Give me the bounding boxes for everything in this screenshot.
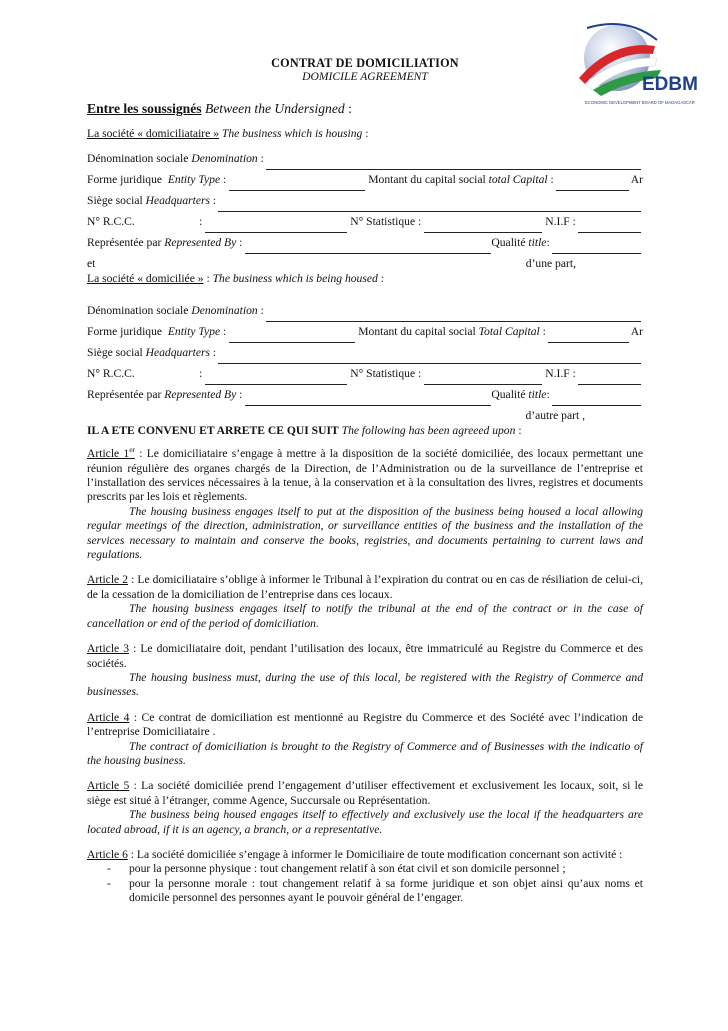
article-3-en: The housing business must, during the use of this local, be registered with the Registry of Commerce and businesses. bbox=[87, 670, 643, 699]
represented-label-en: Represented By bbox=[164, 387, 237, 401]
housed-statistique-blank[interactable] bbox=[424, 367, 542, 385]
housing-denomination-field[interactable]: Dénomination sociale Denomination : bbox=[87, 152, 643, 173]
housed-party-label: La société « domiciliée » : The business which is being housed : bbox=[87, 272, 384, 286]
article-5-fr: : La société domiciliée prend l’engagement d’utiliser effectivement et exclusivement les locaux, soit, si le siège est situé à l’étranger, comme Agence, Succursale ou Représentation. bbox=[87, 779, 643, 807]
housed-rcc-blank[interactable] bbox=[205, 367, 347, 385]
colon: : bbox=[365, 127, 369, 140]
housing-quality-blank[interactable] bbox=[552, 236, 641, 254]
article-2-en: The housing business engages itself to notify the tribunal at the end of the contract or in the case of cancellation or end of the period of domiciliation. bbox=[87, 602, 643, 630]
quality-label: Qualité bbox=[491, 387, 526, 401]
housing-headquarters-blank[interactable] bbox=[218, 194, 641, 212]
quality-label: Qualité bbox=[491, 236, 526, 250]
housing-represented-blank[interactable] bbox=[245, 236, 491, 254]
capital-label-en: total Capital bbox=[488, 173, 548, 187]
capital-label: Montant du capital social bbox=[368, 173, 486, 187]
other-part-label: d’autre part , bbox=[525, 408, 585, 422]
article-6 bbox=[87, 848, 643, 906]
housing-nif-blank[interactable] bbox=[578, 215, 641, 233]
article-5-label: Article 5 bbox=[87, 779, 130, 793]
headquarters-label: Siège social bbox=[87, 345, 143, 359]
housed-quality-blank[interactable] bbox=[552, 388, 641, 406]
represented-label: Représentée par bbox=[87, 387, 162, 401]
housing-denomination-blank[interactable] bbox=[266, 152, 641, 170]
parties-heading-en: Between the Undersigned bbox=[204, 101, 345, 116]
article-2-fr: : Le domiciliataire s’oblige à informer le Tribunal à l’expiration du contrat ou en cas de résiliation de celui-ci, de la cessation de la domiciliation de l’entreprise dans ces locaux. bbox=[87, 573, 643, 601]
housed-represented-field[interactable]: Représentée par Represented By : Qualité title : bbox=[87, 388, 643, 409]
housed-label-fr: La société « domiciliée » bbox=[87, 272, 204, 286]
housing-label-en: The business which is housing bbox=[221, 127, 363, 140]
document-subtitle: DOMICILE AGREEMENT bbox=[302, 70, 428, 84]
agreement-heading bbox=[87, 424, 643, 438]
article-4-fr: : Ce contrat de domiciliation est mentionné au Registre du Commerce et des Société avec l’indication de l’entreprise Domiciliataire . bbox=[87, 710, 643, 739]
capital-label: Montant du capital social bbox=[358, 324, 476, 338]
represented-label: Représentée par bbox=[87, 236, 162, 250]
denomination-label-en: Denomination bbox=[191, 152, 258, 166]
housed-legal-form-field[interactable]: Forme juridique Entity Type : Montant du capital social Total Capital : Ar bbox=[87, 325, 643, 346]
and-label: et bbox=[87, 257, 96, 271]
housed-denomination-blank[interactable] bbox=[266, 304, 641, 322]
edbm-logo bbox=[557, 20, 709, 108]
one-part-row bbox=[87, 257, 643, 272]
housing-legal-form-blank[interactable] bbox=[229, 173, 365, 191]
housed-denomination-field[interactable]: Dénomination sociale Denomination : bbox=[87, 304, 643, 325]
housing-represented-field[interactable]: Représentée par Represented By : Qualité title : bbox=[87, 236, 643, 257]
headquarters-label-en: Headquarters bbox=[145, 194, 211, 208]
article-3-fr: : Le domiciliataire doit, pendant l’utilisation des locaux, être immatriculé au Registre du Commerce et des sociétés. bbox=[87, 642, 643, 670]
agreement-heading-en: The following has been agreeed upon bbox=[341, 423, 516, 437]
article-5-en: The business being housed engages itself to effectively and exclusively use the local if the headquarters are located abroad, if it is an agency, a branch, or a representative. bbox=[87, 808, 643, 836]
nif-label: N.I.F : bbox=[545, 366, 576, 380]
article-3 bbox=[87, 642, 643, 700]
housing-capital-blank[interactable] bbox=[556, 173, 629, 191]
list-item: - pour la personne morale : tout changement relatif à sa forme juridique et son objet ainsi qu’aux noms et domicile personnel des personnes ayant le pouvoir général de l’engager. bbox=[107, 876, 643, 905]
colon: : bbox=[380, 272, 384, 286]
housed-party-fields bbox=[87, 304, 643, 424]
housed-label-en: The business which is being housed bbox=[212, 272, 378, 286]
colon: : bbox=[518, 423, 522, 437]
housed-nif-blank[interactable] bbox=[578, 367, 641, 385]
article-4-en: The contract of domiciliation is brought to the Registry of Commerce and of Businesses with the indicatio of the housing business. bbox=[87, 739, 643, 767]
quality-label-en: title bbox=[528, 236, 547, 250]
currency-label: Ar bbox=[630, 324, 643, 338]
logo-tagline: ECONOMIC DEVELOPMENT BOARD OF MADAGASCAR bbox=[585, 100, 695, 105]
housing-party-label bbox=[87, 127, 643, 141]
document-body bbox=[87, 100, 643, 906]
quality-label-en: title bbox=[528, 387, 547, 401]
article-6-list bbox=[87, 862, 643, 905]
nif-label: N.I.F : bbox=[545, 215, 576, 229]
housing-statistique-blank[interactable] bbox=[424, 215, 542, 233]
other-part-row bbox=[87, 409, 643, 424]
housing-registration-field[interactable]: N° R.C.C. : N° Statistique : N.I.F : bbox=[87, 215, 643, 236]
housed-represented-blank[interactable] bbox=[245, 388, 491, 406]
logo-name: EDBM bbox=[642, 74, 698, 95]
housing-party-fields bbox=[87, 152, 643, 272]
legal-form-label-en: Entity Type bbox=[167, 324, 221, 338]
one-part-label: d’une part, bbox=[525, 257, 576, 271]
article-1-fr: : Le domiciliataire s’engage à mettre à la disposition de la société domiciliée, des locaux permettant une réunion régulière des organes chargés de la Direction, de l’Administration ou de la surveillance de l’entreprise et l’installation des services nécessaires à la tenue, à la conservation et à la consultation des livres, registres et documents prescrits par les lois et règlements. bbox=[87, 447, 643, 504]
title-block bbox=[200, 56, 530, 85]
statistique-label: N° Statistique : bbox=[350, 366, 422, 380]
legal-form-label: Forme juridique bbox=[87, 324, 163, 338]
denomination-label: Dénomination sociale bbox=[87, 303, 189, 317]
housing-rcc-blank[interactable] bbox=[205, 215, 347, 233]
article-4-label: Article 4 bbox=[87, 710, 130, 724]
housed-headquarters-blank[interactable] bbox=[218, 346, 641, 364]
housed-legal-form-blank[interactable] bbox=[229, 325, 355, 343]
article-3-label: Article 3 bbox=[87, 642, 130, 656]
document-title: CONTRAT DE DOMICILIATION bbox=[271, 56, 459, 70]
headquarters-label: Siège social bbox=[87, 194, 143, 208]
rcc-label: N° R.C.C. bbox=[87, 366, 135, 380]
list-item: - pour la personne physique : tout changement relatif à son état civil et son domicile personnel ; bbox=[107, 862, 566, 876]
colon: : bbox=[348, 101, 352, 116]
housing-label-fr: La société « domiciliataire » bbox=[87, 127, 219, 140]
article-2-label: Article 2 bbox=[87, 573, 129, 587]
housed-registration-field[interactable]: N° R.C.C. : N° Statistique : N.I.F : bbox=[87, 367, 643, 388]
article-6-label: Article 6 bbox=[87, 847, 128, 861]
agreement-heading-fr: IL A ETE CONVENU ET ARRETE CE QUI SUIT bbox=[87, 423, 339, 437]
article-6-fr: : La société domiciliée s’engage à informer le Domiciliaire de toute modification concernant son activité : bbox=[127, 847, 623, 861]
article-5 bbox=[87, 779, 643, 837]
parties-heading-fr: Entre les soussignés bbox=[87, 101, 202, 116]
article-1-en: The housing business engages itself to put at the disposition of the business being housed a local allowing regular meetings of the direction, administration, or surveillance entities of the business and the installation of the services necessary to maintain and conserve the books, registries, and documents pertaining to current laws and regulations. bbox=[87, 504, 643, 562]
article-1-label: Article 1er bbox=[87, 445, 136, 461]
housing-legal-form-field[interactable]: Forme juridique Entity Type : Montant du capital social total Capital : Ar bbox=[87, 173, 643, 194]
parties-heading bbox=[87, 100, 643, 118]
legal-form-label-en: Entity Type bbox=[167, 173, 221, 187]
article-4 bbox=[87, 711, 643, 769]
denomination-label-en: Denomination bbox=[191, 303, 258, 317]
capital-label-en: Total Capital bbox=[478, 324, 540, 338]
denomination-label: Dénomination sociale bbox=[87, 152, 189, 166]
statistique-label: N° Statistique : bbox=[350, 215, 422, 229]
housed-capital-blank[interactable] bbox=[548, 325, 629, 343]
rcc-label: N° R.C.C. bbox=[87, 215, 135, 229]
article-2 bbox=[87, 573, 643, 631]
legal-form-label: Forme juridique bbox=[87, 173, 163, 187]
article-1 bbox=[87, 447, 643, 562]
currency-label: Ar bbox=[630, 173, 643, 187]
headquarters-label-en: Headquarters bbox=[145, 345, 211, 359]
edbm-logo-graphic bbox=[557, 20, 709, 108]
housing-headquarters-field[interactable]: Siège social Headquarters : bbox=[87, 194, 643, 215]
represented-label-en: Represented By bbox=[164, 236, 237, 250]
housed-headquarters-field[interactable]: Siège social Headquarters : bbox=[87, 346, 643, 367]
